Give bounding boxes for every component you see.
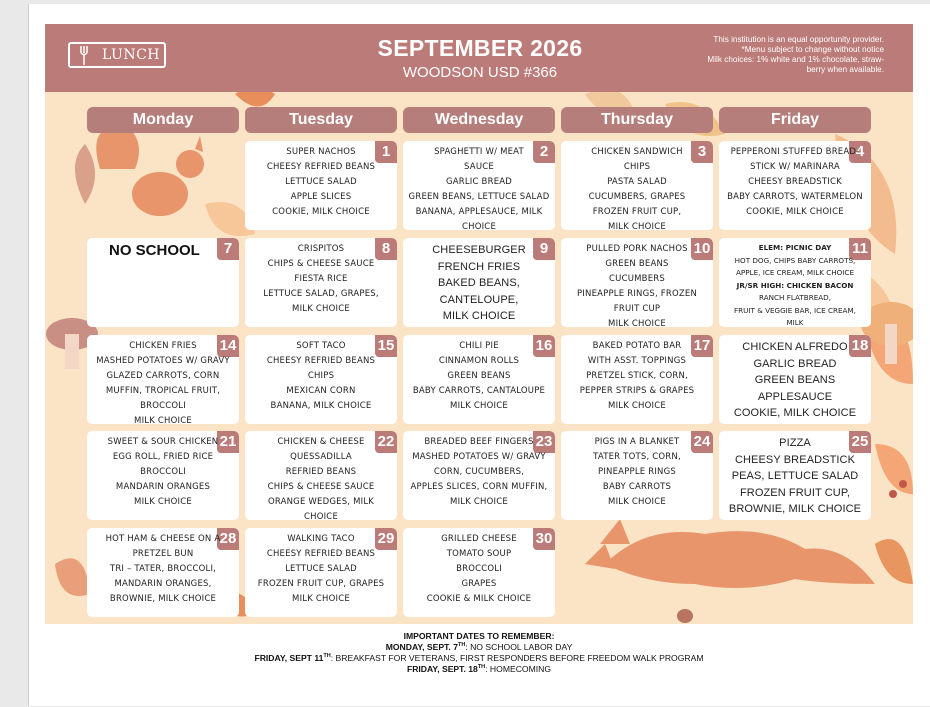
- menu-item: MILK CHOICE: [450, 497, 508, 507]
- menu-item: GRAPES: [461, 579, 497, 589]
- menu-item: TRI – TATER, BROCCOLI,: [109, 564, 217, 574]
- menu-items: [721, 339, 869, 422]
- menu-item: SUPER NACHOS: [286, 147, 356, 157]
- menu-item: MILK CHOICE: [134, 416, 192, 424]
- day-cell-sep-25: [719, 431, 871, 520]
- menu-items: [405, 532, 553, 607]
- day-number: 24: [691, 431, 713, 453]
- menu-item: SPAGHETTI W/ MEAT: [434, 147, 524, 157]
- day-cell-sep-8: [245, 238, 397, 327]
- menu-item: SWEET & SOUR CHICKEN: [107, 437, 219, 447]
- menu-item: CORN, CUCUMBERS,: [433, 467, 525, 477]
- menu-item: CHEESY REFRIED BEANS: [266, 162, 376, 172]
- menu-item: HOT HAM & CHEESE ON A: [105, 534, 221, 544]
- day-number: 7: [217, 238, 239, 260]
- menu-item: EGG ROLL, FRIED RICE: [112, 452, 214, 462]
- menu-items: [721, 242, 869, 327]
- menu-item: CHICKEN & CHEESE: [277, 437, 365, 447]
- day-cell-sep-23: [403, 431, 555, 520]
- menu-item: FROZEN FRUIT CUP, GRAPES: [257, 579, 385, 589]
- menu-item: MUFFIN, TROPICAL FRUIT,: [105, 386, 221, 396]
- day-number: 2: [533, 141, 555, 163]
- menu-items: [405, 145, 553, 230]
- menu-item: CHEESY BREADSTICK: [748, 177, 842, 187]
- day-cell-sep-9: [403, 238, 555, 327]
- menu-item: MILK CHOICE: [608, 319, 666, 327]
- menu-items: [405, 435, 553, 510]
- menu-item: CHEESY REFRIED BEANS: [266, 356, 376, 366]
- menu-item: BANANA, MILK CHOICE: [270, 401, 372, 411]
- menu-items: [405, 339, 553, 414]
- day-cell-sep-30: [403, 528, 555, 617]
- day-cell-sep-22: [245, 431, 397, 520]
- menu-item: PEAS, LETTUCE SALAD: [731, 470, 859, 482]
- menu-items: [89, 532, 237, 607]
- menu-item: PASTA SALAD: [607, 177, 667, 187]
- day-header-friday: Friday: [719, 107, 871, 133]
- day-number: 8: [375, 238, 397, 260]
- important-dates-heading: IMPORTANT DATES TO REMEMBER:: [403, 631, 555, 641]
- menu-item: MANDARIN ORANGES: [115, 482, 211, 492]
- menu-section-heading: JR/SR HIGH: CHICKEN BACON: [736, 280, 854, 290]
- menu-item: CINNAMON ROLLS: [438, 356, 520, 366]
- menu-item: COOKIE, MILK CHOICE: [272, 207, 370, 217]
- day-number: 17: [691, 335, 713, 357]
- note-line: This institution is an equal opportunity provider.: [713, 35, 884, 44]
- day-number: 14: [217, 335, 239, 357]
- menu-item: MASHED POTATOES W/ GRAVY: [96, 356, 230, 366]
- day-header-thursday: Thursday: [561, 107, 713, 133]
- menu-item: BABY CARROTS, WATERMELON: [727, 192, 863, 202]
- date-line: [45, 653, 913, 664]
- menu-item: MASHED POTATOES W/ GRAVY: [412, 452, 546, 462]
- page-title: SEPTEMBER 2026: [377, 35, 583, 61]
- menu-item: MANDARIN ORANGES,: [114, 579, 212, 589]
- menu-item: FIESTA RICE: [294, 274, 348, 284]
- menu-item: WITH ASST. TOPPINGS: [587, 356, 687, 366]
- menu-item: CHIPS & CHEESE SAUCE: [267, 482, 375, 492]
- menu-item: CHILI PIE: [459, 341, 499, 351]
- day-number: 11: [849, 238, 871, 260]
- menu-item: BROWNIE, MILK CHOICE: [728, 503, 862, 515]
- menu-item: PRETZEL STICK, CORN,: [586, 371, 688, 381]
- day-cell-sep-17: [561, 335, 713, 424]
- menu-items: [247, 242, 395, 317]
- menu-item: CHOICE: [303, 512, 339, 520]
- menu-item: CHEESY REFRIED BEANS: [266, 549, 376, 559]
- menu-item: APPLESAUCE: [757, 390, 833, 403]
- menu-item: CHIPS: [623, 162, 651, 172]
- menu-item: FRENCH FRIES: [437, 260, 521, 273]
- menu-item: RANCH FLATBREAD,: [759, 293, 831, 302]
- note-line: Milk choices: 1% white and 1% chocolate, straw-: [707, 55, 884, 64]
- menu-item: BROWNIE, MILK CHOICE: [109, 594, 217, 604]
- day-number: 15: [375, 335, 397, 357]
- menu-item: BAKED POTATO BAR: [592, 341, 682, 351]
- date-line: [45, 664, 913, 675]
- day-header-wednesday: Wednesday: [403, 107, 555, 133]
- menu-item: CRISPITOS: [297, 244, 345, 254]
- menu-item: GARLIC BREAD: [753, 357, 837, 370]
- day-header-tuesday: Tuesday: [245, 107, 397, 133]
- menu-item: CUCUMBERS: [609, 274, 665, 284]
- menu-item: PEPPERONI STUFFED BREAD-: [730, 147, 860, 157]
- menu-item: BREADED BEEF FINGERS: [424, 437, 534, 447]
- day-cell-sep-21: [87, 431, 239, 520]
- menu-item: BROCCOLI: [140, 467, 186, 477]
- menu-item: GREEN BEANS: [447, 371, 511, 381]
- day-cell-sep-14: [87, 335, 239, 424]
- menu-item: LETTUCE SALAD, GRAPES,: [263, 289, 379, 299]
- menu-item: STICK W/ MARINARA: [750, 162, 840, 172]
- menu-item: APPLES SLICES, CORN MUFFIN,: [410, 482, 548, 492]
- menu-item: CHIPS & CHEESE SAUCE: [267, 259, 375, 269]
- menu-item: QUESSADILLA: [290, 452, 352, 462]
- day-cell-sep-15: [245, 335, 397, 424]
- menu-item: PIZZA: [779, 437, 811, 449]
- menu-item: GARLIC BREAD: [445, 177, 513, 187]
- day-number: 18: [849, 335, 871, 357]
- menu-item: SAUCE: [464, 162, 494, 172]
- day-number: 30: [533, 528, 555, 550]
- menu-item: MILK CHOICE: [292, 304, 350, 314]
- menu-item: MILK CHOICE: [608, 497, 666, 507]
- day-cell-sep-24: [561, 431, 713, 520]
- menu-item: GREEN BEANS: [754, 374, 836, 386]
- menu-item: PINEAPPLE RINGS, FROZEN: [576, 289, 698, 299]
- day-cell-sep-3: [561, 141, 713, 230]
- menu-items: [89, 339, 237, 424]
- day-cell-sep-29: [245, 528, 397, 617]
- menu-item: FRUIT CUP: [613, 304, 661, 314]
- page-subtitle: WOODSON USD #366: [402, 64, 558, 81]
- day-number: 22: [375, 431, 397, 453]
- day-cell-sep-2: [403, 141, 555, 230]
- date-day: FRIDAY, SEPT 11: [254, 653, 324, 663]
- date-suffix: TH: [457, 642, 466, 649]
- day-number: 9: [533, 238, 555, 260]
- menu-item: GREEN BEANS, LETTUCE SALAD: [408, 192, 550, 202]
- menu-item: BROCCOLI: [140, 401, 186, 411]
- menu-items: [247, 145, 395, 220]
- day-number: 29: [375, 528, 397, 550]
- day-number: 3: [691, 141, 713, 163]
- menu-item: GRILLED CHEESE: [441, 534, 517, 544]
- date-text: : HOMECOMING: [485, 664, 552, 674]
- day-cell-sep-4: [719, 141, 871, 230]
- menu-items: [563, 435, 711, 510]
- menu-item: CHICKEN FRIES: [129, 341, 197, 351]
- day-cell-sep-1: [245, 141, 397, 230]
- important-dates: [45, 631, 913, 675]
- day-number: 4: [849, 141, 871, 163]
- day-cell-sep-11: [719, 238, 871, 327]
- menu-item: APPLE SLICES: [290, 192, 352, 202]
- menu-item: MILK CHOICE: [134, 497, 192, 507]
- menu-item: CHEESY BREADSTICK: [734, 453, 856, 466]
- menu-item: SOFT TACO: [296, 341, 346, 351]
- menu-item: CUCUMBERS, GRAPES: [588, 192, 686, 202]
- lunch-logo: [68, 42, 166, 68]
- menu-item: MILK CHOICE: [608, 401, 666, 411]
- day-cell-sep-7: [87, 238, 239, 327]
- menu-items: [563, 242, 711, 327]
- menu-items: [563, 145, 711, 230]
- menu-items: [89, 435, 237, 510]
- menu-item: WALKING TACO: [287, 534, 355, 544]
- fork-icon: [74, 44, 96, 66]
- menu-item: PRETZEL BUN: [132, 549, 194, 559]
- menu-item: TATER TOTS, CORN,: [593, 452, 681, 462]
- day-cell-sep-18: [719, 335, 871, 424]
- menu-items: [247, 532, 395, 607]
- menu-item: COOKIE & MILK CHOICE: [426, 594, 532, 604]
- day-header-monday: Monday: [87, 107, 239, 133]
- date-day: MONDAY, SEPT. 7: [385, 642, 458, 652]
- menu-item: TOMATO SOUP: [446, 549, 512, 559]
- day-cell-sep-16: [403, 335, 555, 424]
- menu-items: [247, 339, 395, 414]
- menu-item: BAKED BEANS,: [438, 277, 520, 289]
- day-number: 25: [849, 431, 871, 453]
- menu-item: HOT DOG, CHIPS BABY CARROTS,: [734, 255, 856, 265]
- menu-item: PEPPER STRIPS & GRAPES: [579, 386, 695, 396]
- day-number: 16: [533, 335, 555, 357]
- date-day: FRIDAY, SEPT. 18: [406, 664, 478, 674]
- menu-item: CHIPS: [307, 371, 335, 381]
- date-line: [45, 642, 913, 653]
- no-school-label: NO SCHOOL: [109, 242, 200, 259]
- day-cell-sep-10: [561, 238, 713, 327]
- menu-items: [563, 339, 711, 414]
- menu-item: MILK CHOICE: [442, 310, 516, 322]
- header-notes: [682, 35, 884, 75]
- menu-item: BROCCOLI: [456, 564, 502, 574]
- menu-item: PINEAPPLE RINGS: [598, 467, 676, 477]
- menu-item: FROZEN FRUIT CUP,: [592, 207, 682, 217]
- menu-item: MILK: [786, 318, 804, 327]
- menu-item: ORANGE WEDGES, MILK: [267, 497, 375, 507]
- note-line: *Menu subject to change without notice: [741, 45, 884, 54]
- date-text: : BREAKFAST FOR VETERANS, FIRST RESPONDERS BEFORE FREEDOM WALK PROGRAM: [330, 653, 704, 663]
- day-cell-sep-28: [87, 528, 239, 617]
- logo-label: LUNCH: [102, 47, 161, 63]
- day-number: 1: [375, 141, 397, 163]
- menu-item: CHICKEN ALFREDO: [742, 341, 848, 353]
- menu-item: GLAZED CARROTS, CORN: [106, 371, 220, 381]
- menu-item: LETTUCE SALAD: [285, 177, 357, 187]
- day-number: 21: [217, 431, 239, 453]
- menu-item: APPLE, ICE CREAM, MILK CHOICE: [736, 268, 854, 277]
- menu-section-heading: ELEM: PICNIC DAY: [758, 243, 832, 252]
- menu-item: COOKIE, MILK CHOICE: [746, 207, 844, 217]
- date-suffix: TH: [323, 653, 331, 660]
- day-number: 28: [217, 528, 239, 550]
- menu-item: BABY CARROTS, CANTALOUPE: [412, 386, 546, 396]
- menu-item: MILK CHOICE: [608, 222, 666, 230]
- menu-items: [247, 435, 395, 520]
- menu-item: FROZEN FRUIT CUP,: [739, 486, 851, 499]
- menu-item: CANTELOUPE,: [439, 293, 519, 306]
- menu-item: LETTUCE SALAD: [285, 564, 357, 574]
- menu-item: COOKIE, MILK CHOICE: [733, 407, 857, 419]
- menu-items: [721, 145, 869, 220]
- date-suffix: TH: [477, 664, 486, 671]
- menu-item: CHEESEBURGER: [432, 244, 526, 256]
- menu-item: MILK CHOICE: [450, 401, 508, 411]
- menu-item: REFRIED BEANS: [285, 467, 357, 477]
- menu-item: CHOICE: [461, 222, 497, 230]
- menu-item: CHICKEN SANDWICH: [591, 147, 683, 157]
- menu-item: BANANA, APPLESAUCE, MILK: [415, 207, 543, 217]
- day-number: 23: [533, 431, 555, 453]
- menu-item: GREEN BEANS: [605, 259, 669, 269]
- menu-items: [405, 242, 553, 325]
- menu-item: MILK CHOICE: [292, 594, 350, 604]
- day-number: 10: [691, 238, 713, 260]
- date-text: : NO SCHOOL LABOR DAY: [465, 642, 573, 652]
- menu-item: PIGS IN A BLANKET: [594, 437, 680, 447]
- menu-item: FRUIT & VEGGIE BAR, ICE CREAM,: [734, 305, 856, 315]
- menu-item: MEXICAN CORN: [286, 386, 356, 396]
- menu-items: [721, 435, 869, 518]
- menu-item: BABY CARROTS: [602, 482, 672, 492]
- note-line: berry when available.: [806, 65, 884, 74]
- menu-item: PULLED PORK NACHOS: [586, 244, 688, 254]
